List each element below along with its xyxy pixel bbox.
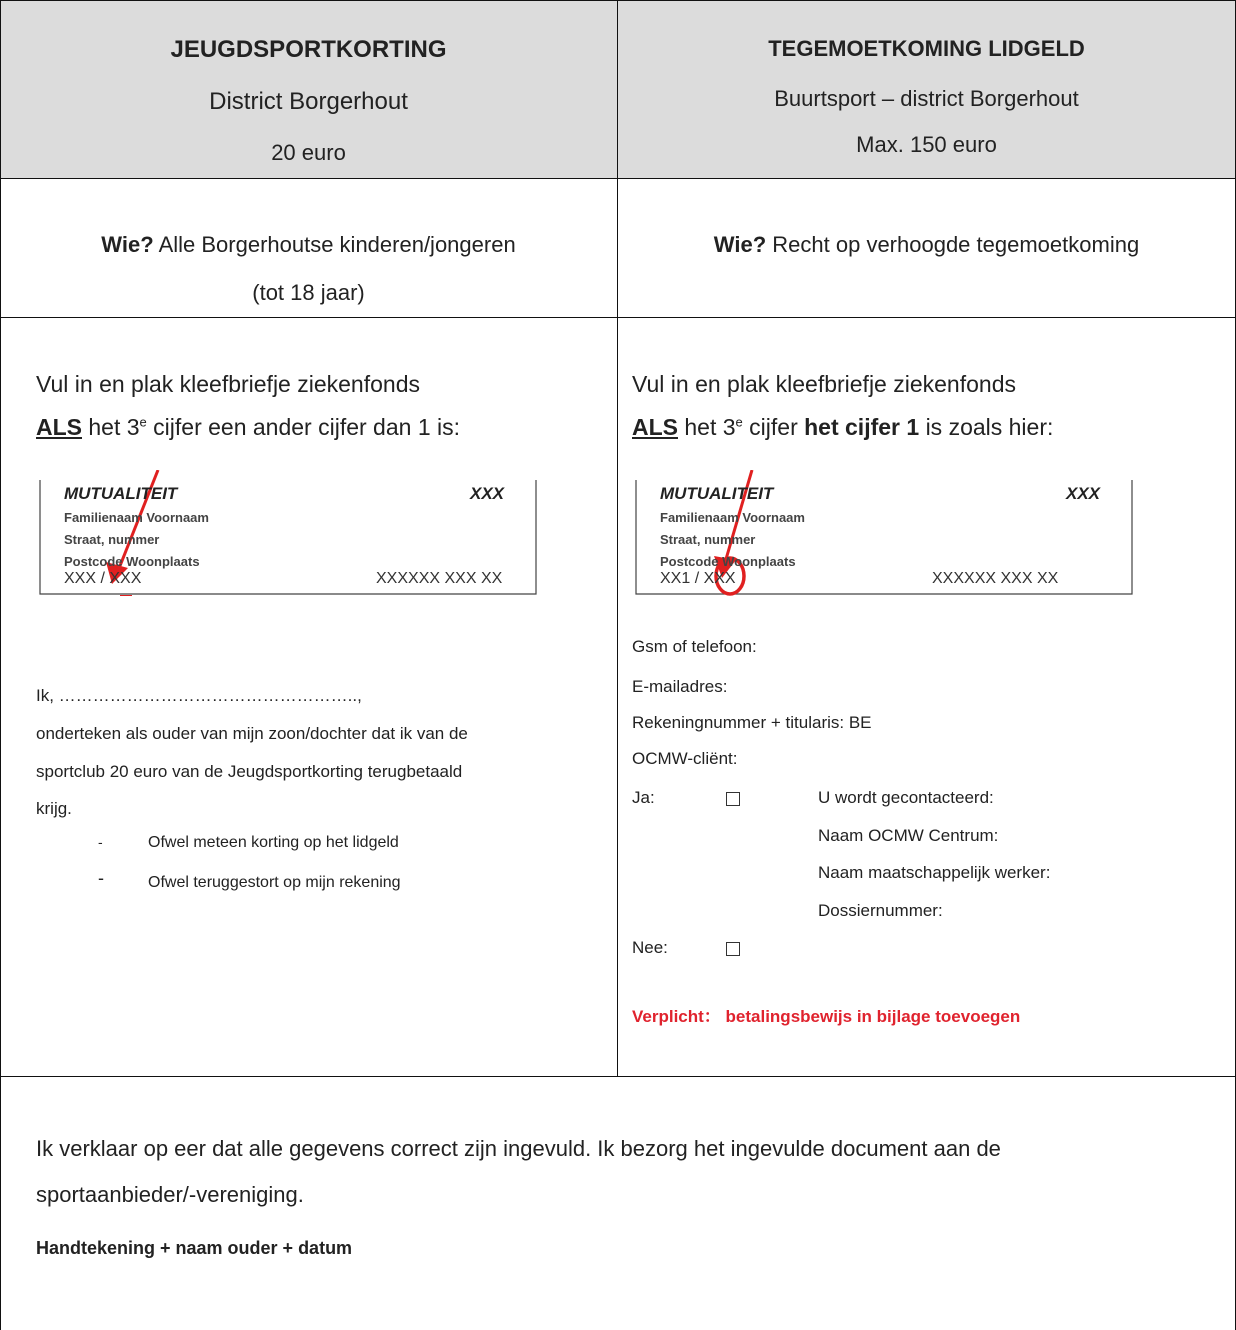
bullet-dash-icon: - bbox=[98, 868, 104, 888]
bullet-dash-icon: - bbox=[98, 834, 103, 850]
left-sign-line2: sportclub 20 euro van de Jeugdsportkorting terugbetaald bbox=[36, 762, 463, 781]
mutuality-sticker-example bbox=[632, 470, 1137, 596]
left-als: ALS bbox=[36, 414, 82, 440]
signature-label: Handtekening + naam ouder + datum bbox=[36, 1238, 353, 1258]
right-condition bbox=[632, 414, 1053, 441]
declaration-line2: sportaanbieder/-vereniging. bbox=[36, 1182, 304, 1207]
left-header-subtitle: District Borgerhout bbox=[209, 88, 408, 115]
right-sup: e bbox=[735, 414, 743, 430]
left-bullet-2: Ofwel teruggestort op mijn rekening bbox=[148, 874, 401, 891]
right-who-text: Recht op verhoogde tegemoetkoming bbox=[772, 232, 1140, 257]
right-who bbox=[618, 232, 1235, 258]
email-field: E-mailadres: bbox=[632, 677, 728, 696]
right-who-label: Wie? bbox=[713, 232, 767, 257]
sticker-number-right: XXXXXX XXX XX bbox=[376, 570, 503, 587]
left-ik-line: Ik, …………………………………………….., bbox=[36, 686, 362, 705]
right-bold: het cijfer 1 bbox=[804, 414, 920, 440]
table-border-left bbox=[0, 0, 1, 1330]
left-instruction: Vul in en plak kleefbriefje ziekenfonds bbox=[36, 371, 420, 397]
left-who-label: Wie? bbox=[101, 232, 154, 257]
account-field: Rekeningnummer + titularis: BE bbox=[632, 713, 872, 732]
sticker-number-left: XX1 / XXX bbox=[660, 570, 736, 587]
left-bullet-1: Ofwel meteen korting op het lidgeld bbox=[148, 834, 399, 851]
nee-checkbox[interactable] bbox=[726, 942, 740, 961]
sticker-street: Straat, nummer bbox=[64, 532, 160, 547]
left-het: het 3 bbox=[88, 414, 140, 440]
right-instruction: Vul in en plak kleefbriefje ziekenfonds bbox=[632, 371, 1016, 397]
right-het: het 3 bbox=[684, 414, 736, 440]
dossier-field: Dossiernummer: bbox=[818, 901, 943, 920]
sticker-city: Postcode Woonplaats bbox=[660, 554, 796, 569]
required-note: Verplicht： betalingsbewijs in bijlage toevoegen bbox=[632, 1007, 1021, 1026]
sticker-title: MUTUALITEIT bbox=[64, 484, 178, 503]
sticker-name: Familienaam Voornaam bbox=[660, 510, 805, 525]
right-header-title: TEGEMOETKOMING LIDGELD bbox=[768, 36, 1085, 61]
left-sign-line3: krijg. bbox=[36, 799, 72, 818]
sticker-number-right: XXXXXX XXX XX bbox=[932, 570, 1059, 587]
table-divider bbox=[0, 317, 1236, 318]
left-condition bbox=[36, 414, 460, 441]
left-rest: cijfer een ander cijfer dan 1 is: bbox=[153, 414, 460, 440]
table-divider bbox=[0, 1076, 1236, 1077]
right-header-subtitle: Buurtsport – district Borgerhout bbox=[774, 86, 1079, 111]
table-divider bbox=[0, 178, 1236, 179]
column-divider bbox=[617, 0, 618, 1077]
ocmw-field: OCMW-cliënt: bbox=[632, 749, 738, 768]
left-header-title: JEUGDSPORTKORTING bbox=[170, 36, 447, 63]
right-cijfer: cijfer bbox=[749, 414, 798, 440]
left-who bbox=[0, 232, 617, 258]
sticker-name: Familienaam Voornaam bbox=[64, 510, 209, 525]
left-sup: e bbox=[139, 414, 147, 430]
contacted-label: U wordt gecontacteerd: bbox=[818, 788, 994, 807]
sticker-city: Postcode Woonplaats bbox=[64, 554, 200, 569]
mutuality-sticker-example bbox=[36, 470, 541, 596]
sticker-code: XXX bbox=[1066, 484, 1101, 503]
right-rest: is zoals hier: bbox=[925, 414, 1054, 440]
social-worker-field: Naam maatschappelijk werker: bbox=[818, 863, 1051, 882]
ja-label: Ja: bbox=[632, 788, 655, 807]
left-who-text2: (tot 18 jaar) bbox=[252, 280, 365, 305]
table-border-top bbox=[0, 0, 1236, 1]
left-header-amount: 20 euro bbox=[271, 140, 346, 165]
sticker-street: Straat, nummer bbox=[660, 532, 756, 547]
right-als: ALS bbox=[632, 414, 678, 440]
sticker-title: MUTUALITEIT bbox=[660, 484, 774, 503]
phone-field: Gsm of telefoon: bbox=[632, 637, 757, 656]
sticker-code: XXX bbox=[470, 484, 505, 503]
left-who-text: Alle Borgerhoutse kinderen/jongeren bbox=[158, 232, 516, 257]
left-sign-line1: onderteken als ouder van mijn zoon/dochter dat ik van de bbox=[36, 724, 468, 743]
ocmw-centrum-field: Naam OCMW Centrum: bbox=[818, 826, 999, 845]
right-header-amount: Max. 150 euro bbox=[856, 132, 997, 157]
ja-checkbox[interactable] bbox=[726, 792, 740, 811]
declaration-line1: Ik verklaar op eer dat alle gegevens correct zijn ingevuld. Ik bezorg het ingevulde document aan de bbox=[36, 1136, 1001, 1161]
nee-label: Nee: bbox=[632, 938, 668, 957]
sticker-number-left: XXX / XXX bbox=[64, 570, 142, 587]
